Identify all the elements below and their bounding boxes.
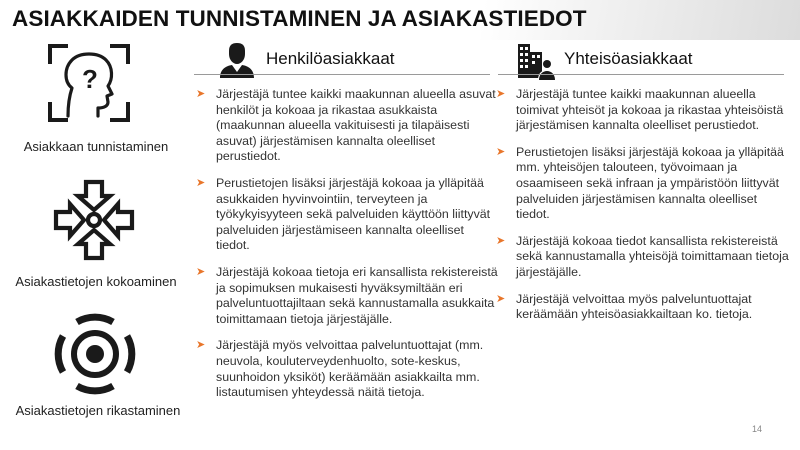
list-item [194,87,500,165]
list-item [494,234,790,281]
bullet-text: Järjestäjä kokoaa tiedot kansallista rekistereistä sekä kannustamalla yhteisöjä toimittamaan tietoja järjestäjälle. [516,233,789,279]
chevron-right-icon: ➤ [496,234,506,247]
bullet-text: Järjestäjä tuntee kaikki maakunnan alueella asuvat henkilöt ja kokoaa ja rikastaa asukkaista (maakunnan alueella vakituisesti ja tilapäisesti asuvat) järjestämisen kannalta oleelliset perustiedot. [216,87,496,164]
target-rings-icon [52,311,138,397]
list-item [194,265,500,327]
chevron-right-icon: ➤ [496,145,506,158]
bullets-organization [494,87,790,334]
left-label-enrichment: Asiakastietojen rikastaminen [15,403,181,418]
bullet-text: Perustietojen lisäksi järjestäjä kokoaa ja ylläpitää mm. yhteisöjen talouteen, työvoimaan ja osaamiseen sekä infraan ja ympäristöön liittyvät palveluiden järjestämisen kannalta oleelliset tiedot. [516,144,784,222]
list-item [494,292,790,323]
underline-individual [194,74,490,75]
face-scan-question-icon [46,42,132,130]
bullet-text: Järjestäjä tuntee kaikki maakunnan alueella toimivat yhteisöt ja kokoaa ja rikastaa yhteisöistä järjestämisen kannalta oleelliset perustiedot. [516,87,784,133]
underline-organization [498,74,784,75]
list-item [194,338,500,400]
heading-individual: Henkilöasiakkaat [266,49,395,68]
svg-text:?: ? [82,64,98,94]
heading-organization: Yhteisöasiakkaat [564,49,693,68]
bullet-text: Perustietojen lisäksi järjestäjä kokoaa ja ylläpitää asukkaiden hyvinvointiin, terveyteen ja työkykyisyyteen sekä palveluiden käyttöön liittyvät palveluiden järjestämiseen kannalta oleelliset tiedot. [216,175,491,253]
page-number: 14 [752,424,763,434]
list-item [494,145,790,223]
chevron-right-icon: ➤ [496,292,506,305]
left-label-identification: Asiakkaan tunnistaminen [23,139,169,154]
person-icon [218,42,256,78]
bullet-text: Järjestäjä velvoittaa myös palveluntuottajat keräämään yhteisöasiakkailtaan ko. tietoja. [516,291,753,322]
chevron-right-icon: ➤ [196,176,206,189]
arrows-converge-icon [52,178,136,262]
chevron-right-icon: ➤ [196,265,206,278]
bullet-text: Järjestäjä myös velvoittaa palveluntuottajat (mm. neuvola, kouluterveydenhuolto, sote-keskus, suunhoidon yksiköt) keräämään asiakkailta mm. listautumisen yhteydessä näitä tietoja. [216,338,484,400]
bullets-individual [194,87,500,412]
list-item [194,176,500,254]
bullet-text: Järjestäjä kokoaa tietoja eri kansallista rekistereistä ja sopimuksen mukaisesti hyväksymiltään eri palveluntuottajiltaan sekä kannustamalla asukkaita toimittamaan tietoja järjestäjälle. [216,264,498,326]
left-label-gathering: Asiakastietojen kokoaminen [15,274,177,289]
chevron-right-icon: ➤ [196,339,206,352]
page-title: ASIAKKAIDEN TUNNISTAMINEN JA ASIAKASTIEDOT [12,6,587,31]
list-item [494,87,790,134]
chevron-right-icon: ➤ [196,88,206,100]
chevron-right-icon: ➤ [496,88,506,100]
